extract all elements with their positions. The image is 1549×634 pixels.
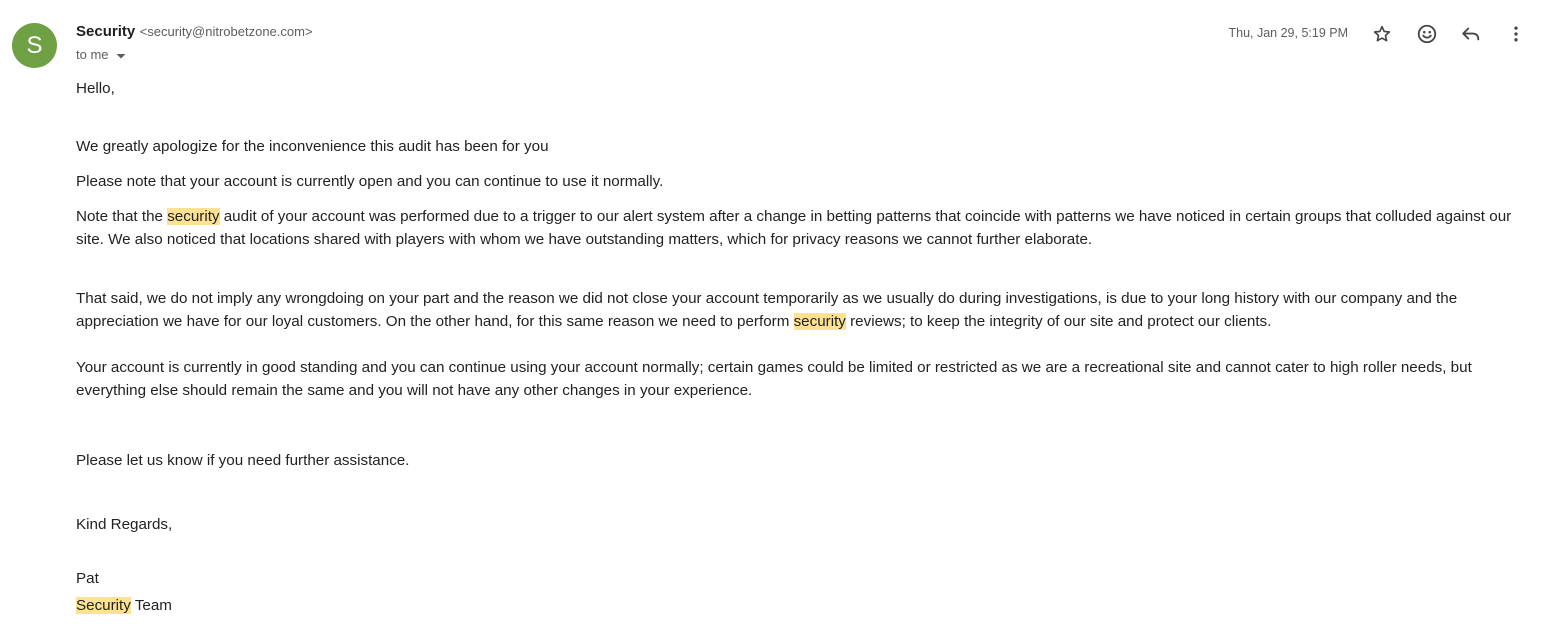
search-highlight: Security	[76, 597, 131, 614]
paragraph-no-wrongdoing	[76, 287, 1536, 333]
paragraph-further-assistance: Please let us know if you need further assistance.	[76, 452, 410, 469]
closing: Kind Regards,	[76, 516, 173, 533]
paragraph-text: Note that the	[76, 208, 168, 225]
sender-email: <security@nitrobetzone.com>	[139, 24, 313, 39]
more-vert-icon	[1506, 24, 1526, 44]
paragraph-audit-reason	[76, 205, 1536, 251]
recipient-details-toggle[interactable]	[76, 47, 127, 62]
reply-icon	[1460, 23, 1482, 45]
signature-team	[76, 594, 1536, 617]
reply-button[interactable]	[1455, 21, 1487, 47]
sender-name[interactable]: Security	[76, 23, 136, 40]
search-highlight: security	[167, 208, 220, 225]
paragraph-apology: We greatly apologize for the inconvenience this audit has been for you	[76, 138, 549, 155]
paragraph-text: That said, we do not imply any wrongdoing on your part and the reason we did not close your account temporarily as we usually do during investigations, is due to your long history with our company and the appreciation we have for our loyal customers. On the other hand, for this same reason we need to perform	[76, 290, 1458, 330]
star-icon	[1372, 24, 1392, 44]
recipient-label: to me	[76, 47, 109, 62]
signature-name: Pat	[76, 570, 99, 587]
star-button[interactable]	[1366, 21, 1398, 47]
signature-team-text: Team	[130, 597, 172, 614]
add-reaction-button[interactable]	[1411, 21, 1443, 47]
paragraph-good-standing: Your account is currently in good standing and you can continue using your account normally; certain games could be limited or restricted as we are a recreational site and cannot cater to high roller needs, but everything else should remain the same and you will not have any other changes in your experience.	[76, 359, 1472, 399]
sender-header	[76, 23, 313, 41]
message-actions	[1366, 21, 1532, 47]
greeting: Hello,	[76, 80, 115, 97]
avatar[interactable]: S	[12, 23, 57, 68]
caret-down-icon	[112, 47, 127, 62]
more-options-button[interactable]	[1500, 21, 1532, 47]
search-highlight: security	[793, 313, 846, 330]
paragraph-account-open: Please note that your account is currently open and you can continue to use it normally.	[76, 173, 664, 190]
paragraph-text: audit of your account was performed due to a trigger to our alert system after a change in betting patterns that coincide with patterns we have noticed in certain groups that colluded against our site. We also noticed that locations shared with players with whom we have outstanding matters, which for privacy reasons we cannot further elaborate.	[76, 208, 1512, 248]
message-date: Thu, Jan 29, 5:19 PM	[1228, 26, 1348, 40]
emoji-icon	[1416, 23, 1438, 45]
paragraph-text: reviews; to keep the integrity of our site and protect our clients.	[845, 313, 1272, 330]
